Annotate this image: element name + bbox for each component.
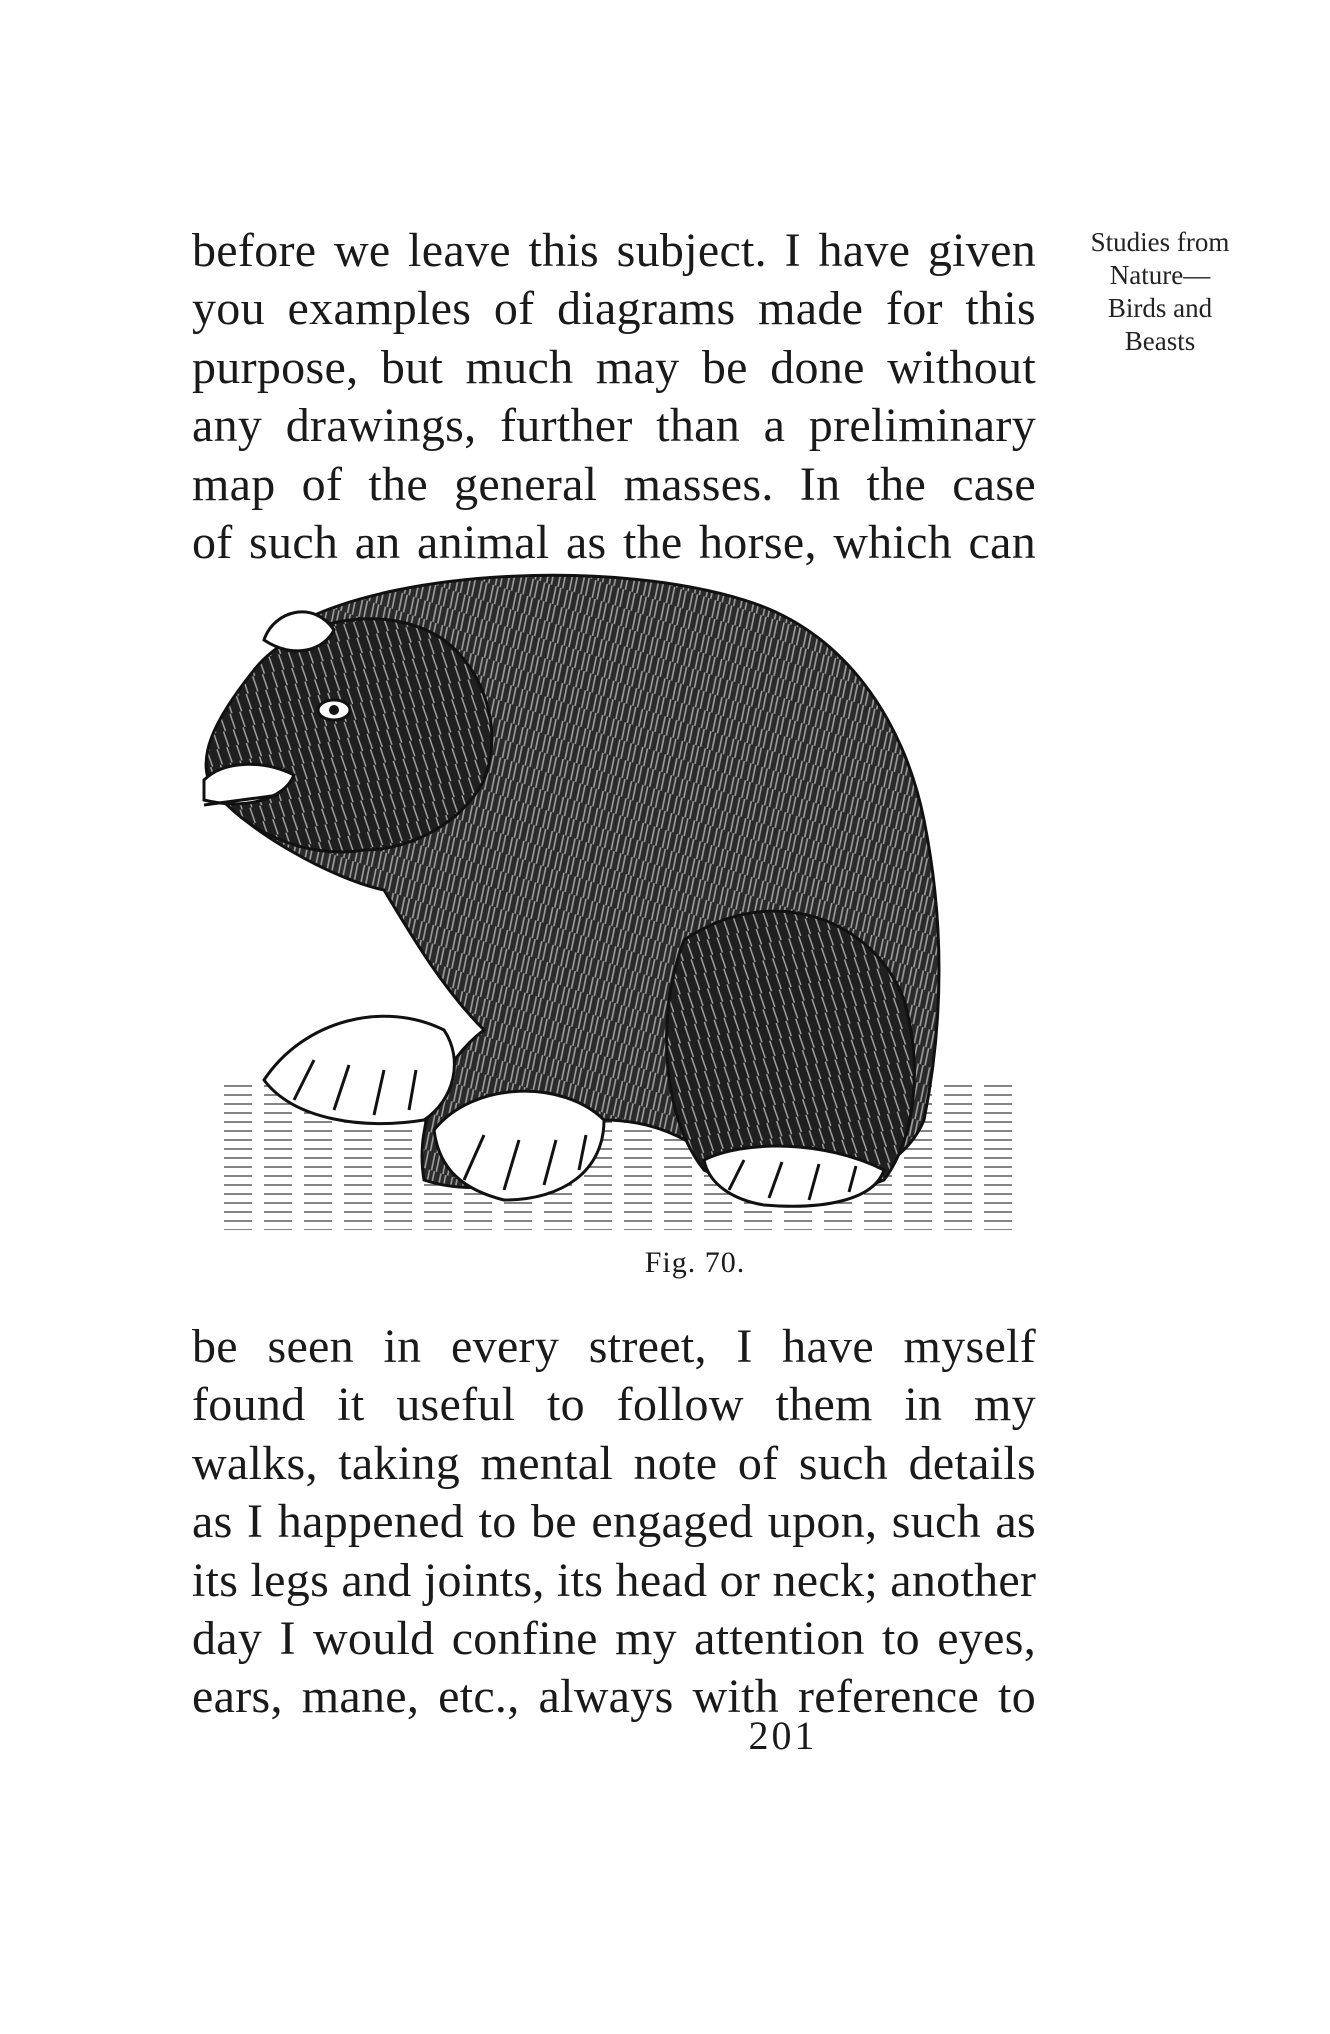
text-line: before we leave this subject. I have given: [192, 224, 1036, 277]
margin-note-line: Studies from: [1090, 227, 1230, 257]
figure-caption-text: Fig. 70.: [644, 1246, 746, 1279]
text-line: day I would confine my attention to eyes,: [192, 1611, 1036, 1665]
text-line: ears, mane, etc., always with reference to: [192, 1670, 1036, 1724]
margin-note-line: Nature—: [1109, 260, 1211, 290]
text-line: any drawings, further than a preliminary: [192, 399, 1036, 453]
page-number-text: 201: [748, 1713, 818, 1758]
bear-illustration: [184, 560, 1036, 1240]
top-paragraph: [192, 222, 1036, 572]
text-line: its legs and joints, its head or neck; another: [192, 1553, 1037, 1607]
margin-note: [1060, 226, 1260, 358]
text-line: walks, taking mental note of such details: [192, 1436, 1036, 1490]
text-line: found it useful to follow them in my: [192, 1378, 1036, 1432]
text-line: as I happened to be engaged upon, such as: [192, 1495, 1036, 1549]
text-line: of such an animal as the horse, which can: [192, 515, 1036, 569]
text-line: purpose, but much may be done without: [192, 340, 1036, 394]
text-line: be seen in every street, I have myself: [192, 1320, 1036, 1373]
bottom-paragraph: [192, 1318, 1036, 1727]
margin-note-line: Birds and: [1107, 293, 1213, 323]
figure-caption: [0, 1246, 1330, 1280]
page-number: [0, 1712, 1330, 1759]
text-line: you examples of diagrams made for this: [192, 282, 1036, 336]
margin-note-line: Beasts: [1124, 326, 1196, 356]
text-line: map of the general masses. In the case: [192, 457, 1036, 511]
